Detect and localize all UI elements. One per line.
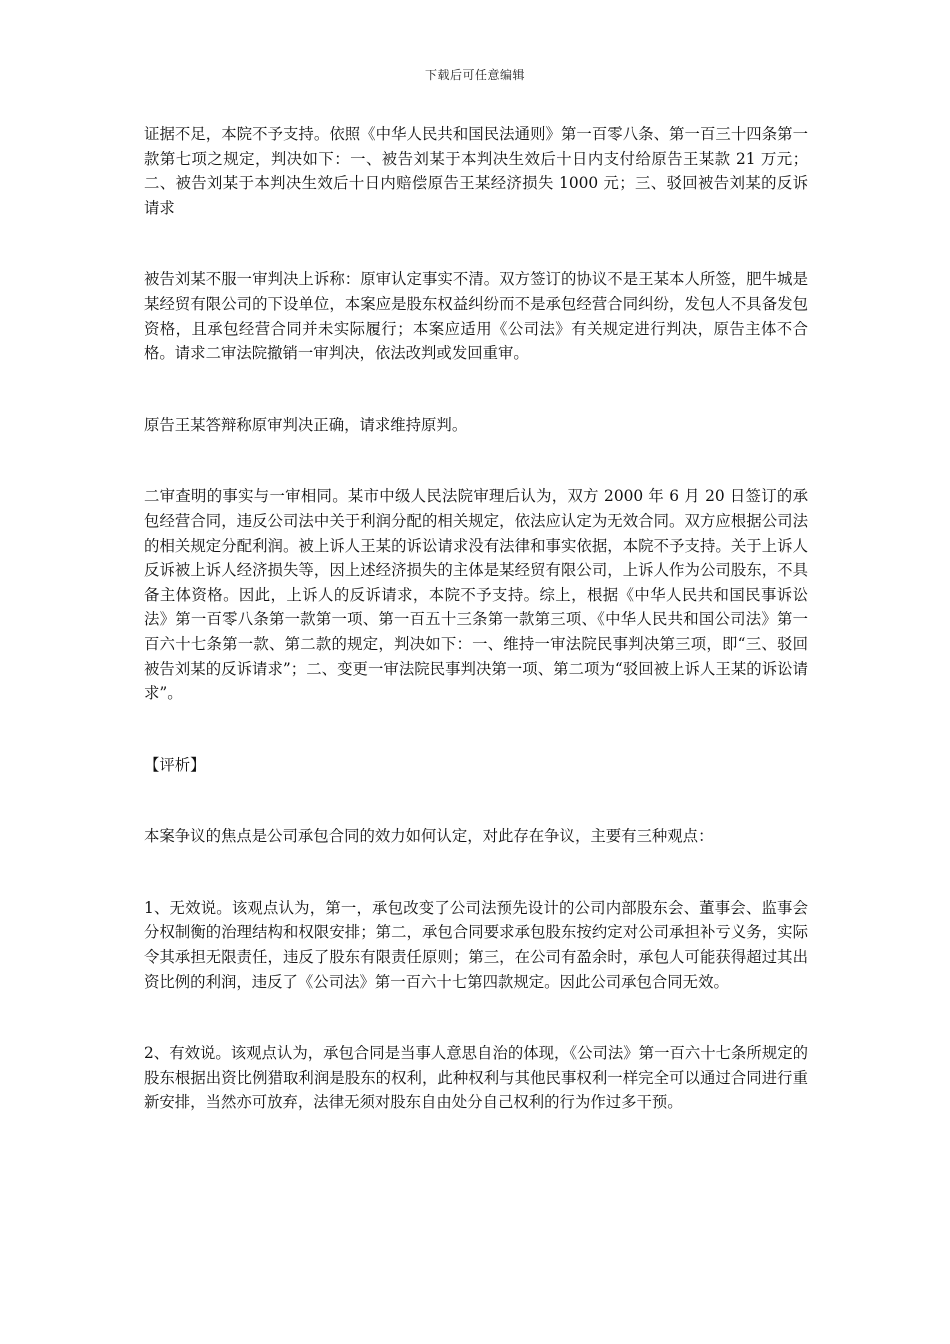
- paragraph-second-instance: 二审查明的事实与一审相同。某市中级人民法院审理后认为，双方 2000 年 6 月 20 日签订的承包经营合同，违反公司法中关于利润分配的相关规定，依法应认定为无效合同。双方应根据公司法的相关规定分配利润。被上诉人王某的诉讼请求没有法律和事实依据，本院不予支持。关于上诉人反诉被上诉人经济损失等，因上述经济损失的主体是某经贸有限公司，上诉人作为公司股东，不具备主体资格。因此，上诉人的反诉请求，本院不予支持。综上，根据《中华人民共和国民事诉讼法》第一百零八条第一款第一项、第一百五十三条第一款第三项、《中华人民共和国公司法》第一百六十七条第一款、第二款的规定，判决如下：一、维持一审法院民事判决第三项，即“三、驳回被告刘某的反诉请求”；二、变更一审法院民事判决第一项、第二项为“驳回被上诉人王某的诉讼请求”。: [144, 487, 808, 703]
- paragraph-invalid-view: 1、无效说。该观点认为，第一，承包改变了公司法预先设计的公司内部股东会、董事会、监事会分权制衡的治理结构和权限安排；第二，承包合同要求承包股东按约定对公司承担补亏义务，实际令其承担无限责任，违反了股东有限责任原则；第三，在公司有盈余时，承包人可能获得超过其出资比例的利润，违反了《公司法》第一百六十七第四款规定。因此公司承包合同无效。: [144, 898, 808, 991]
- section-heading-analysis: 【评析】: [144, 755, 206, 774]
- page-header: 下载后可任意编辑: [424, 68, 525, 82]
- paragraph-judgment-first-instance: 证据不足，本院不予支持。依照《中华人民共和国民法通则》第一百零八条、第一百三十四条第一款第七项之规定，判决如下：一、被告刘某于本判决生效后十日内支付给原告王某款 21 万元；二、被告刘某于本判决生效后十日内赔偿原告王某经济损失 1000 元；三、驳回被告刘某的反诉请求: [144, 125, 808, 217]
- paragraph-valid-view: 2、有效说。该观点认为，承包合同是当事人意思自治的体现，《公司法》第一百六十七条所规定的股东根据出资比例猎取利润是股东的权利，此种权利与其他民事权利一样完全可以通过合同进行重新安排，当然亦可放弃，法律无须对股东自由处分自己权利的行为作过多干预。: [144, 1044, 808, 1112]
- paragraph-defense: 原告王某答辩称原审判决正确，请求维持原判。: [144, 415, 468, 434]
- document-body: [144, 122, 808, 1115]
- paragraph-dispute-focus: 本案争议的焦点是公司承包合同的效力如何认定，对此存在争议，主要有三种观点：: [144, 827, 714, 846]
- paragraph-appeal: 被告刘某不服一审判决上诉称：原审认定事实不清。双方签订的协议不是王某本人所签，肥牛城是某经贸有限公司的下设单位，本案应是股东权益纠纷而不是承包经营合同纠纷，发包人不具备发包资格，且承包经营合同并未实际履行；本案应适用《公司法》有关规定进行判决，原告主体不合格。请求二审法院撤销一审判决，依法改判或发回重审。: [144, 270, 808, 363]
